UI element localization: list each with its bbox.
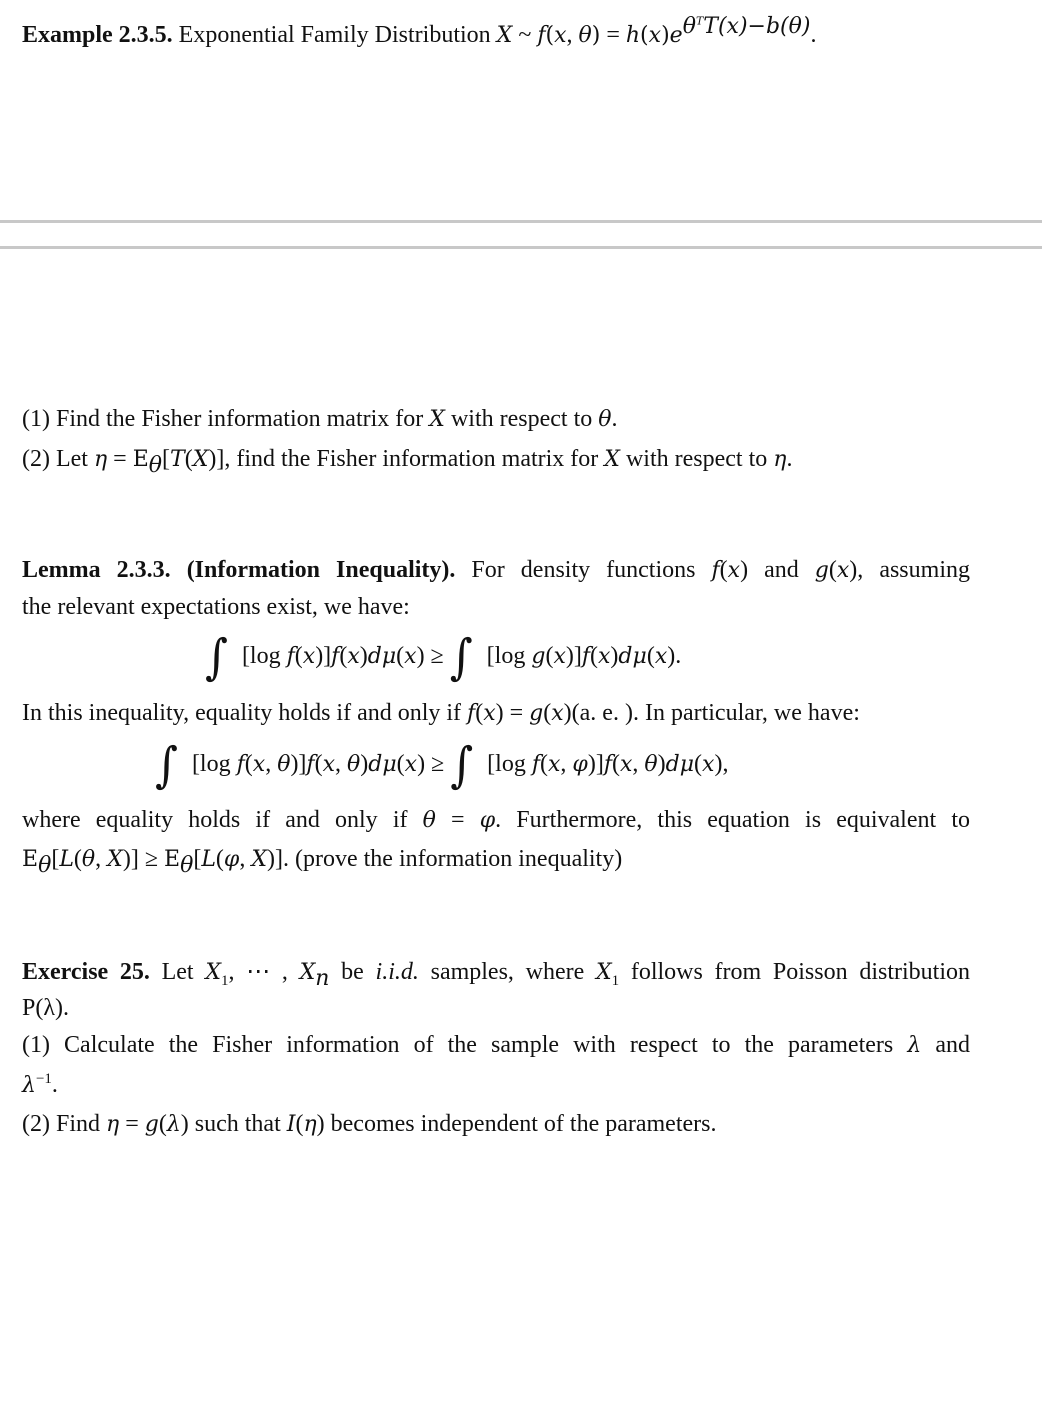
lemma-middle-text: In this inequality, equality holds if and only if f(x) = g(x)(a. e. ). In particular, we have: — [22, 700, 860, 726]
integral-sign: ∫ — [155, 737, 178, 794]
example-question-1: (1) Find the Fisher information matrix for X with respect to θ. — [22, 406, 618, 432]
exercise-line-2: P(λ). — [22, 995, 69, 1021]
lemma-equation-1: ∫ [log f(x)]f(x)dμ(x) ≥ ∫ [log g(x)]f(x)dμ(x). — [205, 629, 682, 686]
example-text: Exponential Family Distribution X ~ f(x, $\theta) = h(x)e^{\theta^TT(x)-b(\theta)}$. — [178, 14, 817, 48]
example-label: Example 2.3.5. — [22, 22, 173, 48]
integral-sign: ∫ — [449, 629, 473, 686]
exercise-line-1: Exercise 25. Let $X_1$, ⋯ , $X_n$ be i.i.d. samples, where $X_1$ follows from Poisson distribution — [22, 959, 970, 991]
exercise-label: Exercise 25. — [22, 959, 150, 985]
example-heading — [22, 14, 816, 49]
lemma-line-2: the relevant expectations exist, we have: — [22, 594, 410, 620]
lemma-label: Lemma 2.3.3. (Information Inequality). — [22, 557, 456, 583]
exercise-line-5: (2) Find η = g(λ) such that I(η) becomes independent of the parameters. — [22, 1111, 717, 1137]
integral-sign: ∫ — [205, 629, 228, 686]
separator-top — [0, 220, 1042, 223]
exercise-line-4: $\lambda^{-1}$. — [22, 1071, 58, 1098]
lemma-end-line-2: $E_\theta[L(\theta$, $X)] \ge E_\theta[L(\varphi$, X)]. (prove the information inequality) — [22, 846, 623, 878]
integral-sign: ∫ — [450, 737, 474, 794]
lemma-equation-2: ∫ [log f(x, θ)]f(x, θ)dμ(x) ≥ ∫ [log f(x, φ)]f(x, θ)dμ(x), — [155, 737, 729, 794]
lemma-end-line-1: where equality holds if and only if θ = φ. Furthermore, this equation is equivalent to — [22, 807, 970, 833]
separator-bottom — [0, 246, 1042, 249]
lemma-line-1: Lemma 2.3.3. (Information Inequality). For density functions f(x) and g(x), assuming — [22, 557, 970, 583]
exercise-line-3: (1) Calculate the Fisher information of the sample with respect to the parameters λ and — [22, 1032, 970, 1058]
example-question-2: (2) Let $\eta = E_\theta[T(X)]$, find the Fisher information matrix for X with respect to η. — [22, 446, 793, 478]
